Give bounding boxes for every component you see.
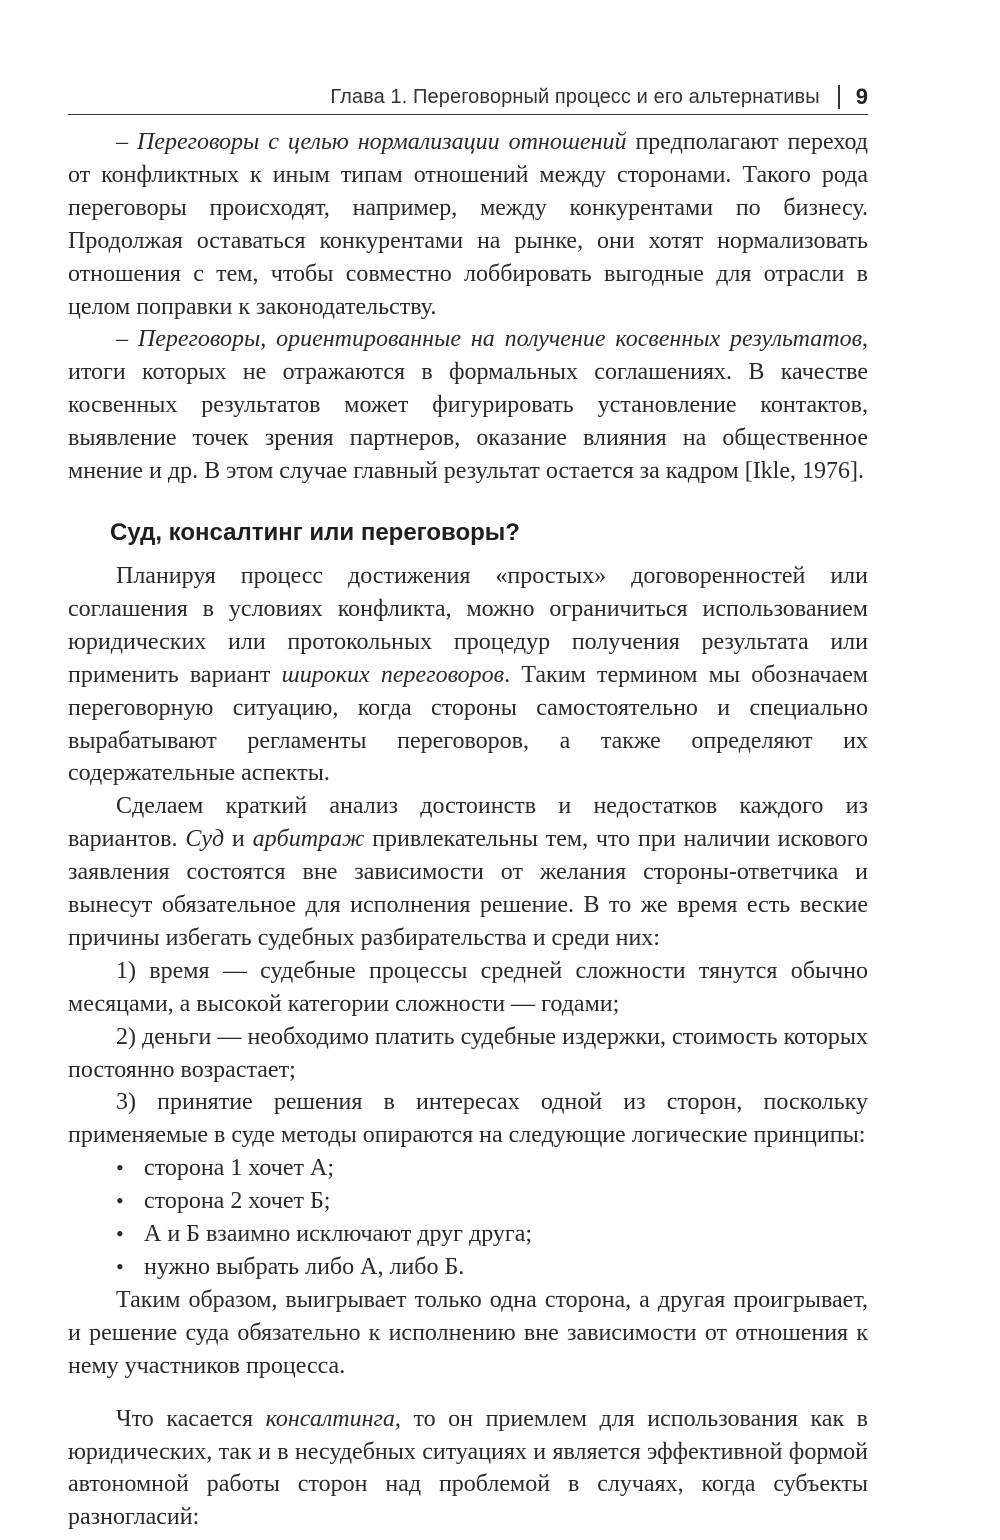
paragraph-planning — [68, 560, 868, 790]
numbered-item-decision: 3) принятие решения в интересах одной из сторон, поскольку применяемые в суде методы опираются на следующие логические принципы: — [68, 1089, 868, 1149]
running-title: Глава 1. Переговорный процесс и его альтернативы — [330, 85, 820, 108]
bullet-icon: • — [116, 1254, 124, 1279]
paragraph-text: , то он приемлем для использования как в юридических, так и в несудебных ситуациях и является эффективной формой автономной работы сторон над проблемой в случаях, когда субъекты разногласий: — [68, 1405, 868, 1531]
page-number: 9 — [855, 84, 868, 109]
list-item: • сторона 2 хочет Б; — [68, 1185, 868, 1218]
numbered-item-time: 1) время — судебные процессы средней сложности тянутся обычно месяцами, а высокой категории сложности — годами; — [68, 957, 868, 1017]
paragraph-text: . Таким термином мы обозначаем переговорную ситуацию, когда стороны самостоятельно и специально вырабатывают регламенты переговоров, а также определяют их содержательные аспекты. — [68, 661, 868, 787]
paragraph-conclusion: Таким образом, выигрывает только одна сторона, а другая проигрывает, и решение суда обязательно к исполнению вне зависимости от отношения к нему участников процесса. — [68, 1286, 868, 1379]
paragraph-analysis — [68, 790, 868, 955]
list-item: • А и Б взаимно исключают друг друга; — [68, 1218, 868, 1251]
dash: – — [116, 129, 137, 155]
paragraph-normalization — [68, 126, 868, 323]
paragraph-text: , итоги которых не отражаются в формальных соглашениях. В качестве косвенных результатов может фигурировать установление контактов, выявление точек зрения партнеров, оказание влияния на общественное мнение и др. В этом случае главный результат остается за кадром [Ikle, 1976]. — [68, 326, 869, 485]
paragraph-consulting — [68, 1403, 868, 1535]
term-consulting: консалтинга — [265, 1405, 395, 1432]
bullet-icon: • — [116, 1221, 124, 1247]
paragraph-text: Что касается — [116, 1405, 266, 1432]
principles-list — [68, 1152, 868, 1284]
paragraph-indirect-results — [68, 323, 868, 488]
term-wide-negotiations: широких переговоров — [281, 661, 505, 688]
term-court: Суд — [185, 826, 225, 853]
list-item: • сторона 1 хочет А; — [68, 1152, 868, 1185]
dash: – — [116, 326, 138, 353]
numbered-item-money: 2) деньги — необходимо платить судебные издержки, стоимость которых постоянно возрастает; — [68, 1023, 868, 1083]
paragraph-text: Сделаем краткий анализ достоинств и недостатков каждого из вариантов. — [68, 793, 868, 853]
paragraph-text: и — [224, 826, 253, 853]
header-separator — [838, 85, 840, 109]
bullet-icon: • — [116, 1188, 124, 1214]
section-heading: Суд, консалтинг или переговоры? — [110, 518, 520, 546]
list-item: • нужно выбрать либо А, либо Б. — [68, 1251, 868, 1284]
paragraph-text: Планируя процесс достижения «простых» договоренностей или соглашения в условиях конфликта, можно ограничиться использованием юридических или протокольных процедур получения результата или применить вариант — [68, 562, 868, 688]
term-arbitration: арбитраж — [252, 826, 365, 853]
term-normalization: Переговоры с целью нормализации отношений — [136, 129, 627, 155]
term-indirect-results: Переговоры, ориентированные на получение косвенных результатов — [137, 326, 863, 353]
paragraph-text: привлекательны тем, что при наличии искового заявления состоятся вне зависимости от желания стороны-ответчика и вынесут обязательное для исполнения решение. В то же время есть веские причины избегать судебных разбирательства и среди них: — [68, 826, 868, 951]
page-body — [68, 126, 868, 1534]
running-header — [68, 80, 868, 115]
bullet-icon: • — [116, 1155, 124, 1181]
paragraph-text: предполагают переход от конфликтных к иным типам отношений между сторонами. Такого рода переговоры происходят, например, между конкурентами по бизнесу. Продолжая оставаться конкурентами на рынке, они хотят нормализовать отношения с тем, чтобы совместно лоббировать выгодные для отрасли в целом поправки к законодательству. — [68, 129, 868, 320]
